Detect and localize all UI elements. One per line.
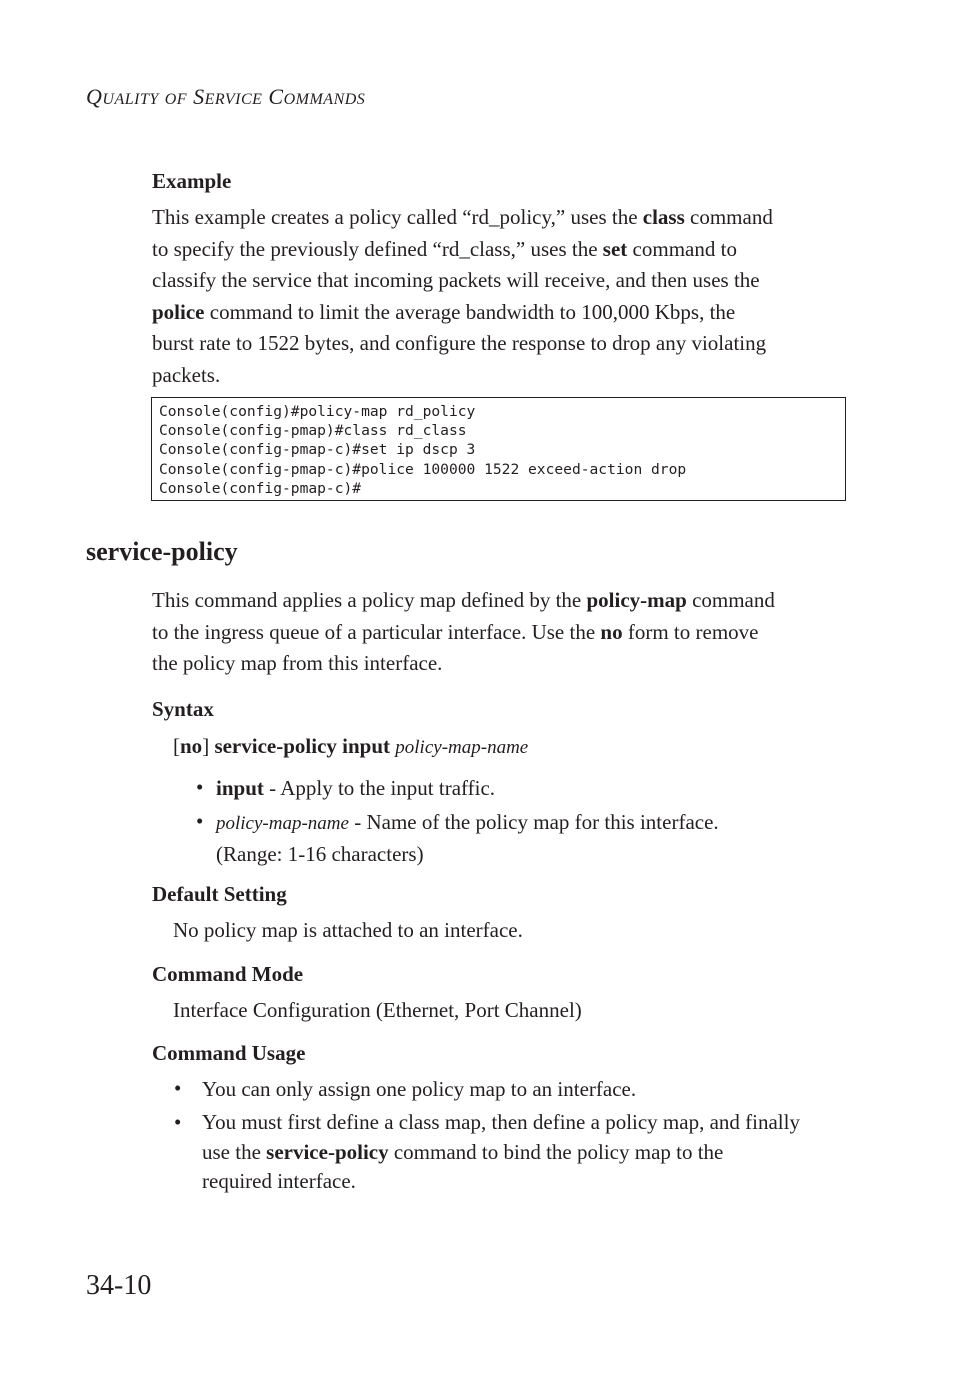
bullet-marker: • xyxy=(174,1076,182,1100)
command-usage-heading: Command Usage xyxy=(152,1041,306,1065)
running-header: QUALITY OF SERVICE COMMANDS xyxy=(86,84,366,109)
bullet-marker: • xyxy=(174,1110,182,1134)
bullet-marker: • xyxy=(196,809,204,833)
code-line: Console(config-pmap-c)#set ip dscp 3 xyxy=(159,441,476,459)
command-mode-text: Interface Configuration (Ethernet, Port Channel) xyxy=(173,998,582,1022)
code-line: Console(config)#policy-map rd_policy xyxy=(159,403,476,420)
list-item-policy-map-name: policy-map-name - Name of the policy map for this interface. (Range: 1-16 characters) xyxy=(216,810,719,866)
section-title-service-policy: service-policy xyxy=(86,537,238,566)
usage-item: You can only assign one policy map to an interface. xyxy=(202,1077,637,1101)
default-setting-heading: Default Setting xyxy=(152,882,287,906)
code-line: Console(config-pmap)#class rd_class xyxy=(159,422,467,440)
syntax-heading: Syntax xyxy=(152,697,214,721)
list-item-input: input - Apply to the input traffic. xyxy=(216,776,496,800)
code-line: Console(config-pmap-c)#police 100000 1522 exceed-action drop xyxy=(159,460,687,478)
command-mode-heading: Command Mode xyxy=(152,962,304,986)
usage-item: You must first define a class map, then define a policy map, and finally use the service-policy command to bind the policy map to the required interface. xyxy=(202,1110,800,1193)
page-number: 34-10 xyxy=(86,1270,152,1301)
default-setting-text: No policy map is attached to an interface. xyxy=(173,918,523,942)
example-heading: Example xyxy=(152,169,232,193)
code-example-box xyxy=(151,397,846,501)
code-line: Console(config-pmap-c)# xyxy=(159,479,362,497)
bullet-marker: • xyxy=(196,775,204,799)
syntax-line: [no] service-policy input policy-map-name xyxy=(173,734,529,758)
example-paragraph: This example creates a policy called “rd_policy,” uses the class command to specify the previously defined “rd_class,” uses the set command to classify the service that incoming packets will receive, and then uses the police command to limit the average bandwidth to 100,000 Kbps, the burst rate to 1522 bytes, and configure the response to drop any violating packets. xyxy=(152,205,773,387)
service-policy-description: This command applies a policy map defined by the policy-map command to the ingress queue of a particular interface. Use the no form to remove the policy map from this interface. xyxy=(152,588,775,675)
